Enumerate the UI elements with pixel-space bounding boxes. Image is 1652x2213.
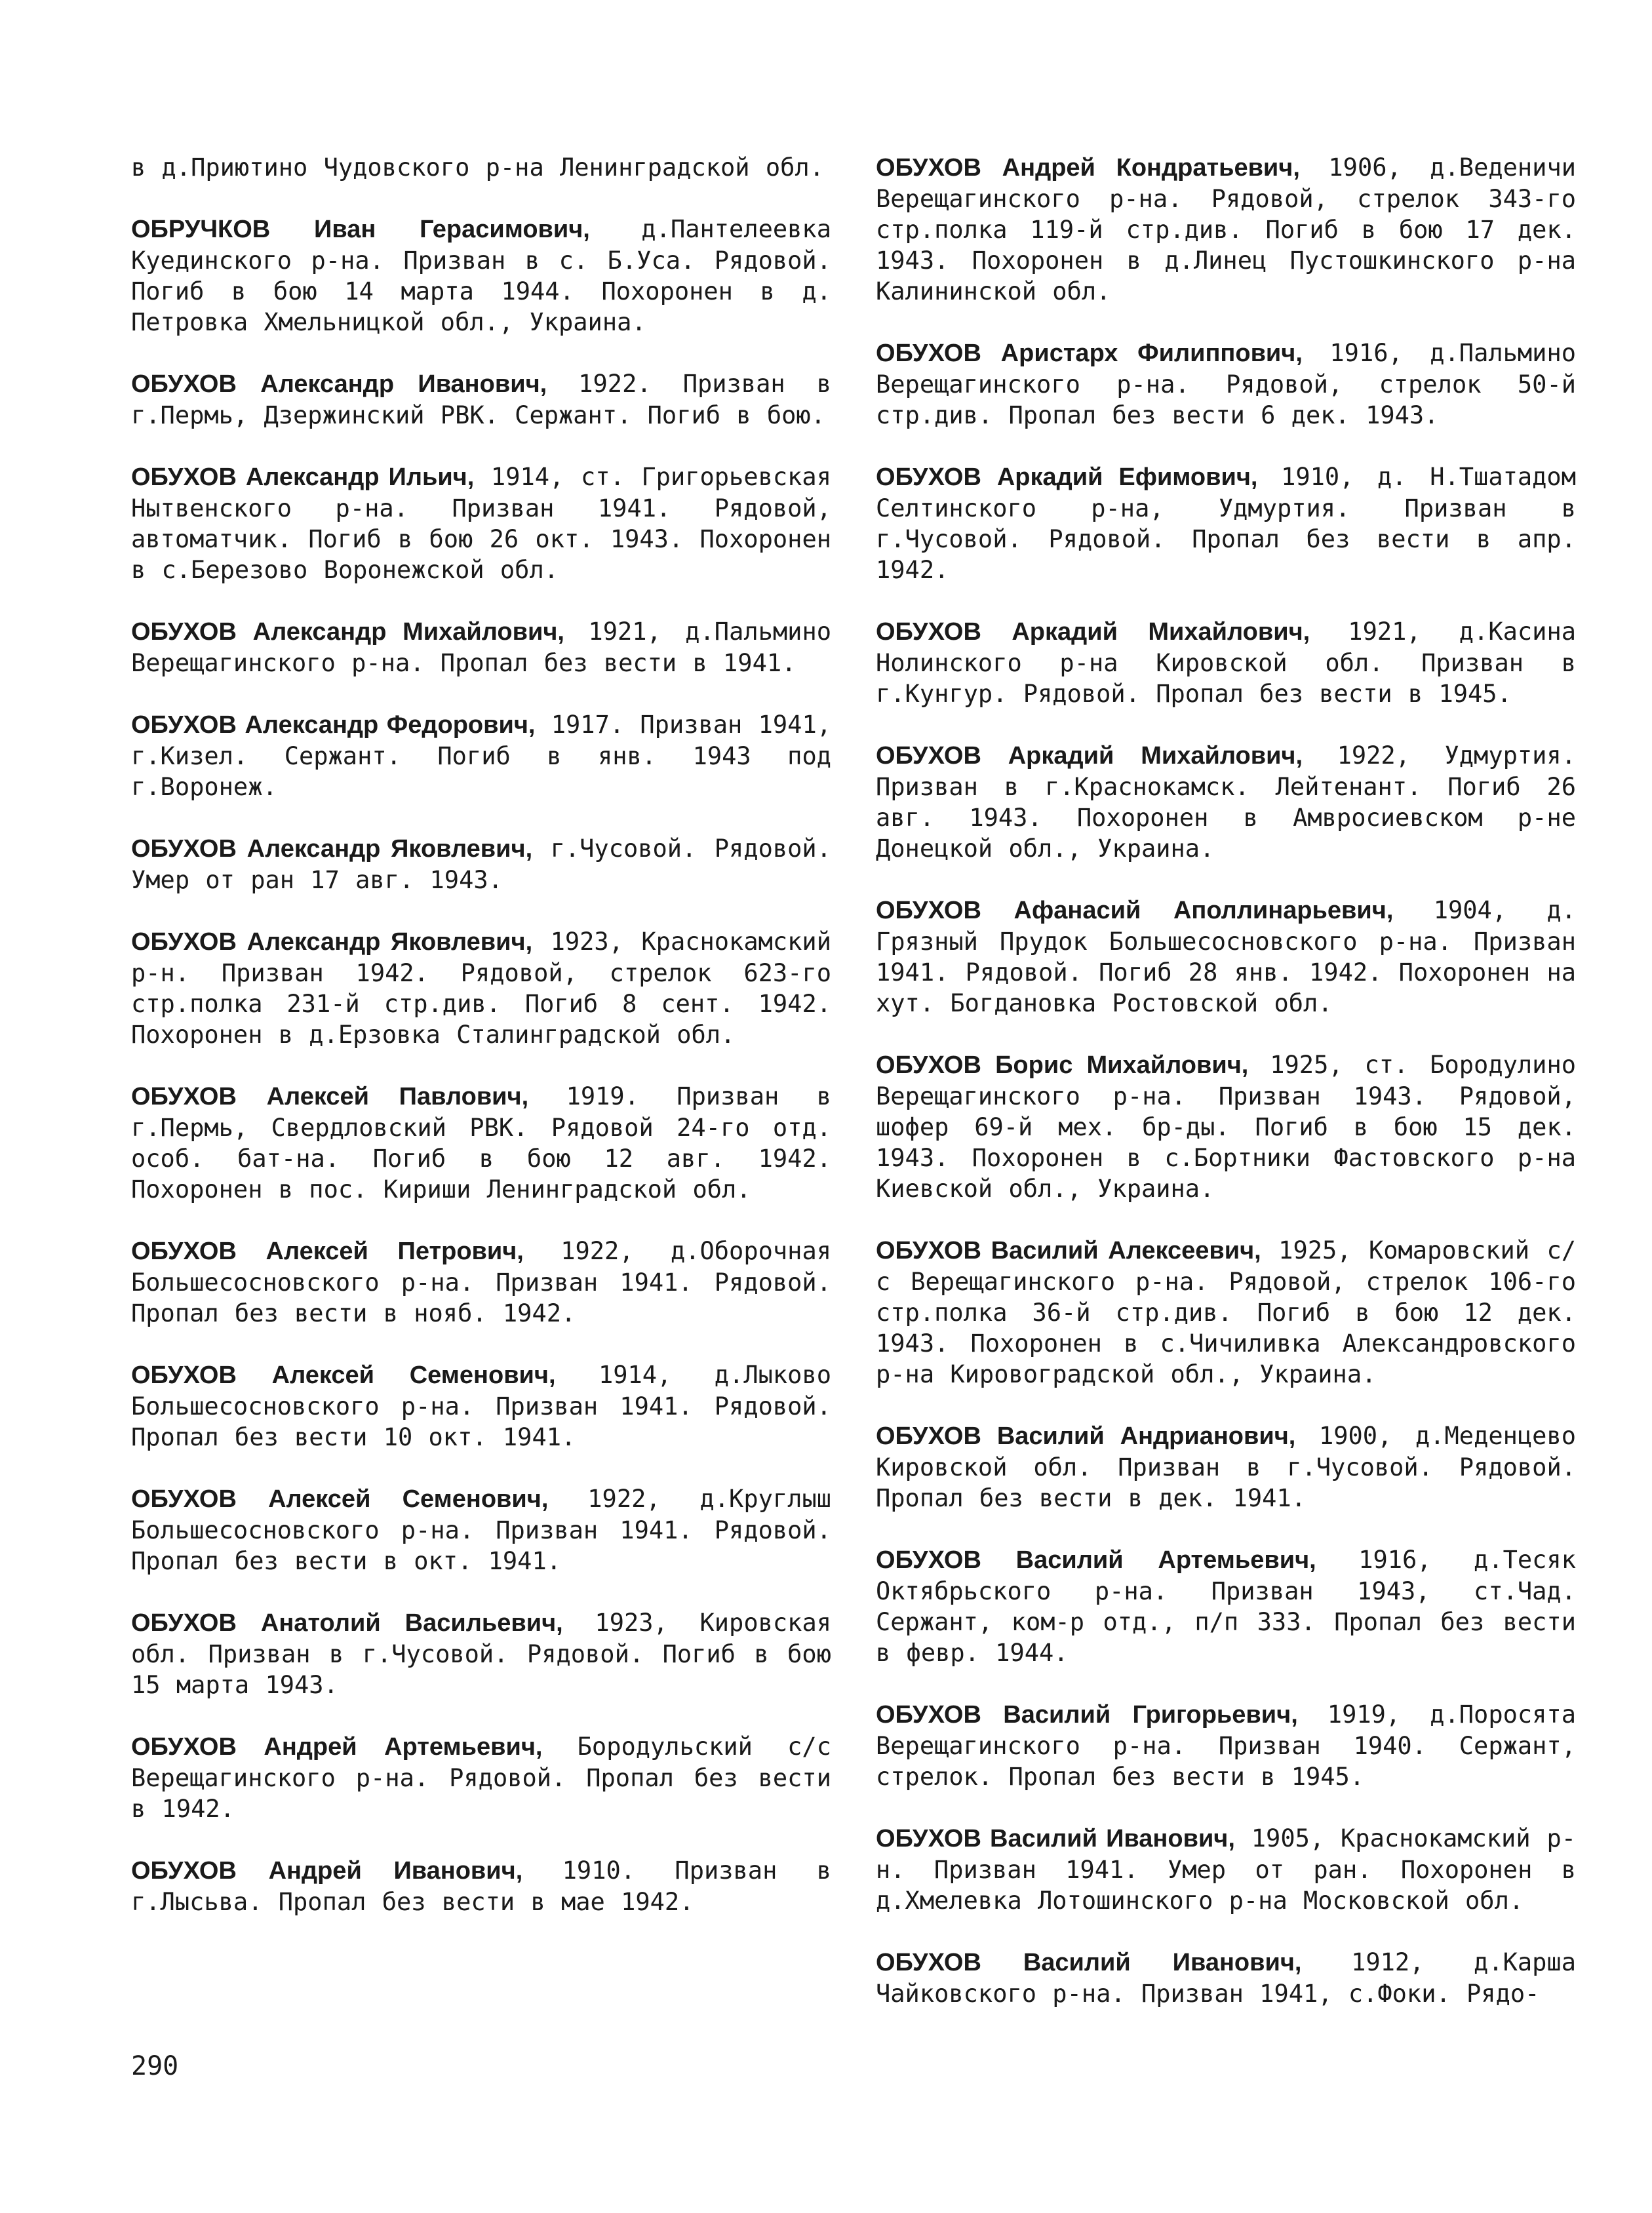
entry-text: 1919. Призван в г.Пермь, Свердловский РВК. Рядовой 24-го отд. особ. бат-на. Погиб в бою 12 авг. 1942. Похоронен в пос. Кириши Ленинградской обл. [131,1082,831,1204]
left-column [131,152,831,1948]
biography-entry [131,1855,831,1917]
entry-text: 1916, д.Пальмино Верещагинского р-на. Рядовой, стрелок 50-й стр.див. Пропал без вести 6 дек. 1943. [876,339,1576,429]
entry-text: 1922, Удмуртия. Призван в г.Краснокамск. Лейтенант. Погиб 26 авг. 1943. Похоронен в Амвросиевском р-не Донецкой обл., Украина. [876,741,1576,863]
entry-name: ОБУХОВ Александр Федорович, [131,711,536,739]
biography-entry [876,1544,1576,1668]
entry-text: в д.Приютино Чудовского р-на Ленинградской обл. [131,153,824,182]
entry-text: 1914, ст. Григорьевская Нытвенского р-на. Призван 1941. Рядовой, автоматчик. Погиб в бою 26 окт. 1943. Похоронен в с.Березово Воронежской обл. [131,463,831,584]
biography-entry [131,833,831,895]
entry-name: ОБУХОВ Алексей Павлович, [131,1083,529,1110]
biography-entry [131,1483,831,1577]
entry-name: ОБУХОВ Андрей Иванович, [131,1857,523,1885]
entry-name: ОБУХОВ Александр Яковлевич, [131,928,533,956]
entry-name: ОБУХОВ Аркадий Ефимович, [876,463,1258,491]
entry-text: 1922, д.Круглыш Большесосновского р-на. Призван 1941. Рядовой. Пропал без вести в окт. 1941. [131,1485,831,1575]
entry-text: 1923, Кировская обл. Призван в г.Чусовой. Рядовой. Погиб в бою 15 марта 1943. [131,1609,831,1699]
entry-name: ОБРУЧКОВ Иван Герасимович, [131,216,590,243]
entry-text: 1900, д.Меденцево Кировской обл. Призван в г.Чусовой. Рядовой. Пропал без вести в дек. 1941. [876,1422,1577,1512]
entry-text: 1904, д. Грязный Прудок Большесосновского р-на. Призван 1941. Рядовой. Погиб 28 янв. 1942. Похоронен на хут. Богдановка Ростовской обл. [876,896,1576,1017]
biography-entry [131,1360,831,1453]
biography-entry [131,1731,831,1824]
entry-name: ОБУХОВ Аристарх Филиппович, [876,340,1303,367]
entry-name: ОБУХОВ Александр Михайлович, [131,618,564,646]
biography-entry [131,709,831,802]
entry-name: ОБУХОВ Алексей Семенович, [131,1485,549,1513]
entry-text: 1914, д.Лыково Большесосновского р-на. Призван 1941. Рядовой. Пропал без вести 10 окт. 1941. [131,1361,831,1451]
entry-name: ОБУХОВ Аркадий Михайлович, [876,742,1303,770]
entry-text: 1917. Призван 1941, г.Кизел. Сержант. Погиб в янв. 1943 под г.Воронеж. [131,711,831,801]
entry-text: 1912, д.Карша Чайковского р-на. Призван 1941, с.Фоки. Рядо- [876,1948,1576,2008]
entry-text: 1922, д.Оборочная Большесосновского р-на. Призван 1941. Рядовой. Пропал без вести в нояб. 1942. [131,1237,831,1327]
entry-text: 1921, д.Пальмино Верещагинского р-на. Пропал без вести в 1941. [131,617,831,677]
biography-entry [131,152,831,183]
biography-entry [876,895,1576,1019]
biography-entry [131,926,831,1050]
entry-text: 1905, Краснокамский р-н. Призван 1941. Умер от ран. Похоронен в д.Хмелевка Лотошинского р-на Московской обл. [876,1824,1576,1915]
entry-name: ОБУХОВ Василий Иванович, [876,1949,1302,1976]
entry-text: 1919, д.Поросята Верещагинского р-на. Призван 1940. Сержант, стрелок. Пропал без вести в 1945. [876,1700,1576,1791]
biography-entry [876,1947,1576,2009]
entry-name: ОБУХОВ Аркадий Михайлович, [876,618,1310,646]
entry-text: 1925, ст. Бородулино Верещагинского р-на. Призван 1943. Рядовой, шофер 69-й мех. бр-ды. Погиб в бою 15 дек. 1943. Похоронен в с.Бортники Фастовского р-на Киевской обл., Украина. [876,1051,1576,1203]
biography-entry [131,368,831,431]
biography-entry [876,740,1576,864]
entry-name: ОБУХОВ Андрей Артемьевич, [131,1733,543,1761]
biography-entry [876,338,1576,431]
entry-name: ОБУХОВ Александр Иванович, [131,370,547,398]
right-column [876,152,1576,2040]
entry-name: ОБУХОВ Александр Ильич, [131,463,475,491]
entry-name: ОБУХОВ Василий Иванович, [876,1825,1235,1852]
biography-entry [876,1420,1576,1514]
entry-text: Бородульский с/с Верещагинского р-на. Рядовой. Пропал без вести в 1942. [131,1733,831,1823]
biography-entry [131,1236,831,1329]
biography-entry [876,616,1576,709]
biography-entry [131,616,831,678]
biography-entry [876,152,1576,307]
entry-text: 1921, д.Касина Нолинского р-на Кировской обл. Призван в г.Кунгур. Рядовой. Пропал без вести в 1945. [876,617,1576,708]
entry-name: ОБУХОВ Василий Григорьевич, [876,1701,1298,1729]
biography-entry [876,1235,1576,1390]
entry-text: 1910, д. Н.Тшатадом Селтинского р-на, Удмуртия. Призван в г.Чусовой. Рядовой. Пропал без вести в апр. 1942. [876,463,1576,584]
entry-name: ОБУХОВ Алексей Петрович, [131,1238,524,1265]
biography-entry [131,214,831,338]
biography-entry [876,1699,1576,1792]
biography-entry [876,461,1576,585]
entry-name: ОБУХОВ Андрей Кондратьевич, [876,154,1300,182]
entry-name: ОБУХОВ Василий Алексеевич, [876,1237,1261,1264]
entry-name: ОБУХОВ Александр Яковлевич, [131,835,533,863]
entry-name: ОБУХОВ Алексей Семенович, [131,1361,556,1389]
biography-entry [131,461,831,585]
entry-text: д.Пантелеевка Куединского р-на. Призван в с. Б.Уса. Рядовой. Погиб в бою 14 марта 1944. Похоронен в д. Петровка Хмельницкой обл., Украина. [131,215,831,336]
entry-text: 1923, Краснокамский р-н. Призван 1942. Рядовой, стрелок 623-го стр.полка 231-й стр.див. Погиб 8 сент. 1942. Похоронен в д.Ерзовка Сталинградской обл. [131,928,831,1049]
entry-text: 1925, Комаровский с/с Верещагинского р-на. Рядовой, стрелок 106-го стр.полка 36-й стр.див. Погиб в бою 12 дек. 1943. Похоронен в с.Чичиливка Александровского р-на Кировоградской обл., Украина. [876,1236,1576,1388]
entry-text: 1906, д.Веденичи Верещагинского р-на. Рядовой, стрелок 343-го стр.полка 119-й стр.див. Погиб в бою 17 дек. 1943. Похоронен в д.Линец Пустошкинского р-на Калининской обл. [876,153,1576,305]
biography-entry [876,1049,1576,1204]
entry-name: ОБУХОВ Борис Михайлович, [876,1051,1249,1079]
entry-name: ОБУХОВ Афанасий Аполлинарьевич, [876,897,1394,924]
entry-name: ОБУХОВ Василий Артемьевич, [876,1546,1316,1574]
entry-name: ОБУХОВ Василий Андрианович, [876,1422,1296,1450]
entry-name: ОБУХОВ Анатолий Васильевич, [131,1609,563,1637]
page-number: 290 [131,2051,179,2081]
entry-text: 1916, д.Тесяк Октябрьского р-на. Призван 1943, ст.Чад. Сержант, ком-р отд., п/п 333. Пропал без вести в февр. 1944. [876,1546,1576,1667]
biography-entry [131,1081,831,1205]
biography-entry [131,1607,831,1700]
biography-entry [876,1823,1576,1916]
entry-text: г.Чусовой. Рядовой. Умер от ран 17 авг. 1943. [131,834,831,894]
entry-text: 1910. Призван в г.Лысьва. Пропал без вести в мае 1942. [131,1856,831,1916]
entry-text: 1922. Призван в г.Пермь, Дзержинский РВК. Сержант. Погиб в бою. [131,370,831,429]
